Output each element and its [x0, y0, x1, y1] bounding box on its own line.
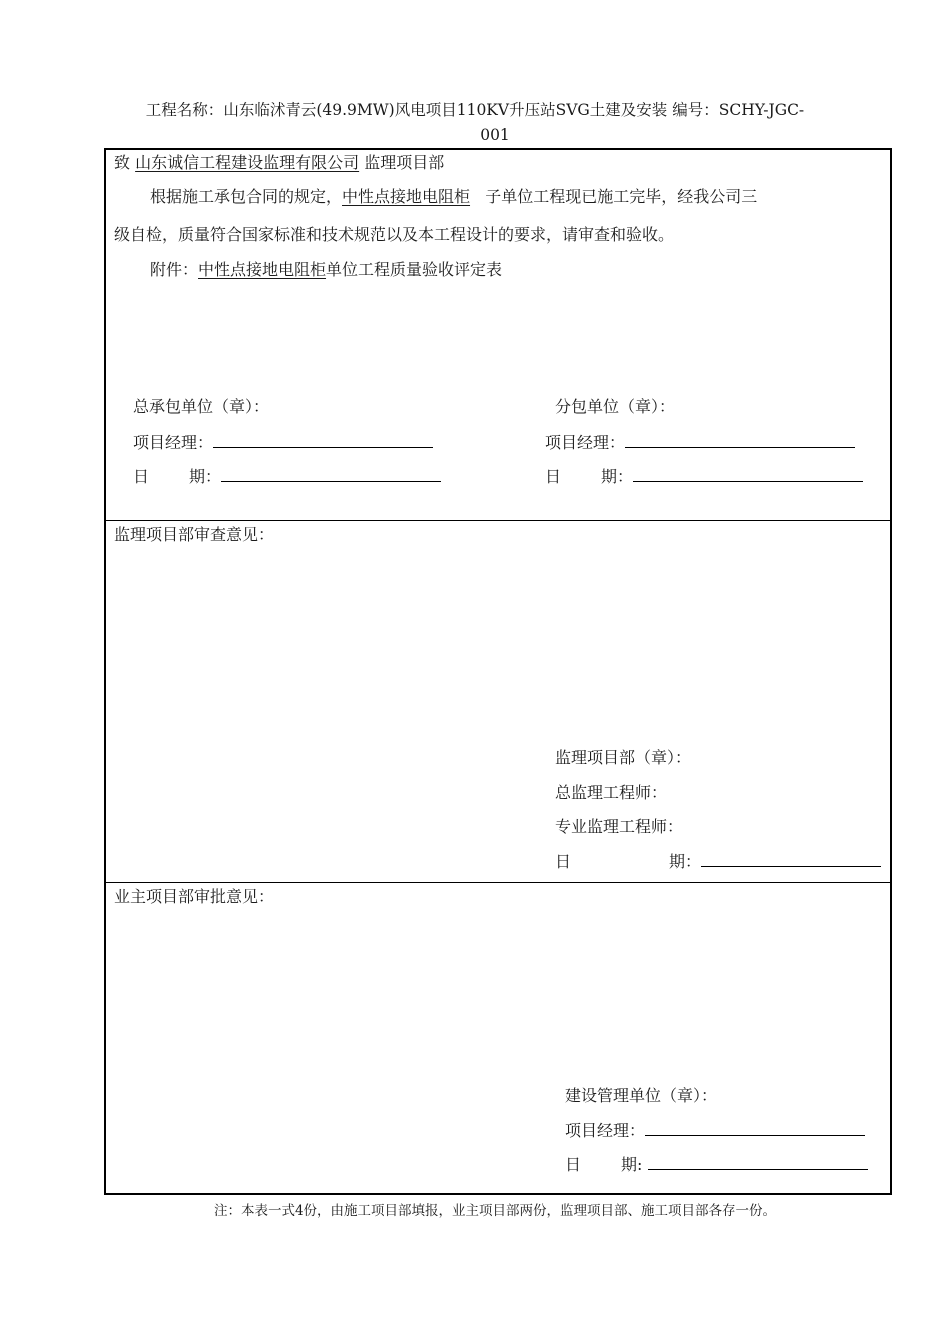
section-divider-2: [104, 882, 892, 883]
paragraph-text: 根据施工承包合同的规定，: [150, 187, 343, 206]
contractor-pm-field: [133, 431, 433, 454]
supervision-dept-seal-label: 监理项目部（章）：: [555, 748, 692, 767]
paragraph-line-2: 级自检，质量符合国家标准和技术规范以及本工程设计的要求，请审查和验收。: [114, 225, 675, 244]
date-label: 期：: [669, 852, 702, 871]
construction-unit-seal-label: 建设管理单位（章）：: [565, 1086, 718, 1105]
supervision-date-field: [555, 850, 881, 873]
paragraph-line-1: [150, 186, 757, 208]
pm-label: 项目经理：: [133, 433, 214, 452]
contractor-pm-blank[interactable]: [213, 431, 433, 448]
supervision-date-blank[interactable]: [701, 850, 881, 867]
pm-label: 项目经理：: [565, 1121, 646, 1140]
paragraph-text: 子单位工程现已施工完毕，经我公司三: [485, 187, 758, 206]
supervision-section-title: 监理项目部审查意见：: [114, 525, 275, 544]
footer-note: 注：本表一式4份，由施工项目部填报，业主项目部两份，监理项目部、施工项目部各存一份。: [213, 1203, 777, 1219]
date-label: 日: [545, 467, 562, 486]
date-label: 日: [133, 467, 150, 486]
subcontractor-seal-label: 分包单位（章）：: [555, 397, 676, 416]
specialist-supervisor-label: 专业监理工程师：: [555, 817, 684, 836]
number-label: 编号：: [667, 101, 719, 119]
subcontractor-pm-blank[interactable]: [625, 431, 855, 448]
pm-label: 项目经理：: [545, 433, 626, 452]
project-header-line1: [0, 99, 950, 121]
subcontractor-pm-field: [545, 431, 855, 454]
owner-section-title: 业主项目部审批意见：: [114, 887, 275, 906]
addressee-name: 山东诚信工程建设监理有限公司: [135, 153, 360, 172]
attachment-title: 单位工程质量验收评定表: [326, 260, 503, 279]
owner-pm-blank[interactable]: [645, 1119, 865, 1136]
owner-pm-field: [565, 1119, 865, 1142]
subcontractor-date-blank[interactable]: [633, 465, 863, 482]
date-label: 日: [555, 852, 572, 871]
addressee-suffix: 监理项目部: [364, 153, 445, 172]
subproject-name: 中性点接地电阻柜: [342, 187, 471, 206]
date-label: 期:: [621, 1155, 643, 1174]
form-number-part2: 001: [480, 126, 510, 144]
attachment-line: [150, 259, 502, 281]
contractor-date-blank[interactable]: [221, 465, 441, 482]
section-divider-1: [104, 520, 892, 521]
project-name: 山东临沭青云(49.9MW)风电项目110KV升压站SVG土建及安装: [223, 101, 668, 119]
form-table: [104, 148, 892, 1195]
addressee-line: [114, 152, 444, 174]
attachment-label: 附件：: [150, 260, 199, 279]
form-number-part1: SCHY-JGC-: [718, 101, 805, 119]
project-label: 工程名称：: [145, 101, 224, 119]
attachment-subproject: 中性点接地电阻柜: [198, 260, 327, 279]
owner-date-blank[interactable]: [648, 1153, 868, 1170]
date-label: 期：: [189, 467, 222, 486]
to-prefix: 致: [114, 153, 131, 172]
contractor-date-field: [133, 465, 441, 488]
date-label: 期：: [601, 467, 634, 486]
contractor-seal-label: 总承包单位（章）：: [133, 397, 270, 416]
subcontractor-date-field: [545, 465, 863, 488]
date-label: 日: [565, 1155, 582, 1174]
chief-supervisor-label: 总监理工程师：: [555, 783, 668, 802]
owner-date-field: [565, 1153, 868, 1176]
